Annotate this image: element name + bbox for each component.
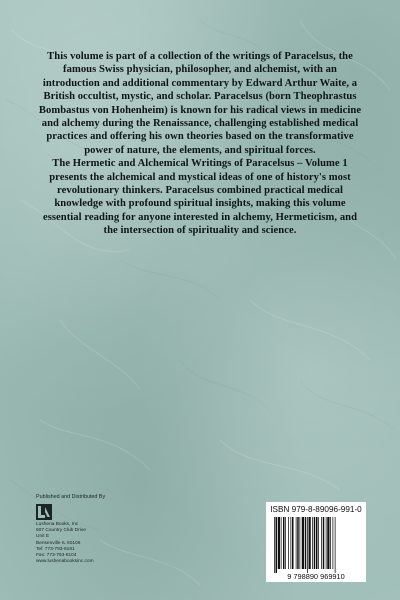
barcode-digits: 9 798890 969910: [287, 572, 345, 581]
barcode-bar: [283, 517, 285, 569]
barcode-bar: [326, 517, 327, 569]
barcode-bar: [274, 517, 275, 573]
barcode-bar: [312, 517, 313, 569]
isbn-barcode-box: [266, 502, 366, 582]
back-cover-description: [36, 50, 364, 238]
publisher-phone: Tel: 773-793-8181: [36, 546, 75, 552]
publisher-street: 607 Country Club Drive: [36, 528, 86, 534]
barcode-bar: [318, 517, 319, 569]
barcode-bar: [278, 517, 280, 569]
barcode-bar: [305, 517, 307, 569]
lushena-books-logo-icon: [36, 504, 52, 520]
barcode-bar: [333, 517, 334, 569]
barcode-bar: [297, 517, 299, 569]
barcode-bar: [321, 517, 322, 569]
barcode-bar: [276, 517, 278, 573]
barcode-bar: [314, 517, 316, 569]
barcode-bar: [335, 517, 336, 573]
publisher-unit: Unit E: [36, 534, 50, 540]
isbn-label: ISBN 979-8-89096-991-0: [270, 505, 362, 514]
barcode-bar: [296, 517, 297, 569]
publisher-fax: Fax: 773-793-8104: [36, 553, 77, 559]
barcode-bar: [307, 517, 308, 573]
barcode-bar: [309, 517, 311, 569]
publisher-caption: Published and Distributed By: [36, 494, 106, 500]
barcode-bar: [302, 517, 304, 569]
description-paragraph-1: This volume is part of a collection of the writings of Paracelsus, the famous Swiss physician, philosopher, and alchemist, with an introduction and additional commentary by Edward Arthur Waite, a British occultist, mystic, and scholar. Paracelsus (born Theophrastus Bombastus von Hohenheim) is known for his radical views in medicine and alchemy during the Renaissance, challenging established medical practices and offering his own theories based on the transformative power of nature, the elements, and spiritual forces.: [38, 51, 362, 156]
publisher-city: Bensenville IL 60106: [36, 540, 81, 546]
barcode: [270, 517, 362, 581]
barcode-bar: [316, 517, 318, 569]
publisher-name: Lushena Books, Inc: [36, 522, 79, 527]
description-paragraph-2: The Hermetic and Alchemical Writings of Paracelsus – Volume 1 presents the alchemical and mystical ideas of one of history's most revolutionary thinkers. Paracelsus combined practical medical knowledge with profound spiritual insights, making this volume essential reading for anyone interested in alchemy, Hermeticism, and the intersection of spirituality and science.: [42, 158, 358, 237]
publisher-info: [36, 494, 156, 565]
barcode-bars: [274, 517, 336, 573]
barcode-bar: [292, 517, 294, 569]
publisher-website: www.lushenabooksinc.com: [36, 559, 94, 565]
barcode-bar: [327, 517, 329, 569]
barcode-bar: [288, 517, 289, 569]
barcode-bar: [300, 517, 301, 569]
barcode-bar: [323, 517, 325, 569]
barcode-bar: [285, 517, 286, 569]
barcode-bar: [291, 517, 292, 569]
barcode-bar: [281, 517, 282, 569]
barcode-bar: [330, 517, 331, 569]
